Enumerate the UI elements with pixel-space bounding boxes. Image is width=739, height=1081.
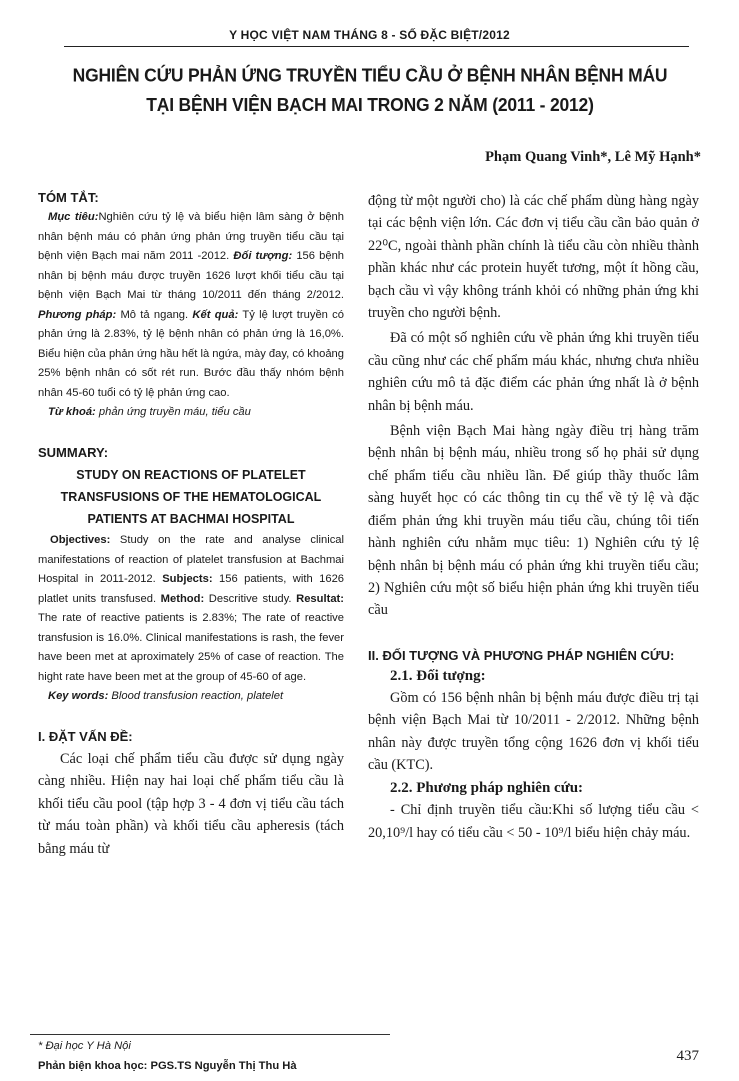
methods-heading: II. ĐỐI TƯỢNG VÀ PHƯƠNG PHÁP NGHIÊN CỨU: (368, 647, 675, 663)
en-title-line-1: STUDY ON REACTIONS OF PLATELET (76, 468, 306, 482)
intro-para-1-left: Các loại chế phẩm tiểu cầu được sử dụng ngày càng nhiều. Hiện nay hai loại chế phẩm tiểu cầu là khối tiểu cầu pool (tập hợp 3 - 4 đơn vị tiểu cầu tách từ máu toàn phần) và khối tiểu cầu apheresis (tách bằng máu từ (38, 751, 344, 857)
result-en-text: The rate of reactive patients is 2.83%; The rate of reactive transfusion is 16.0%. Clinical manifestations is rash, the fever have been met at aproximately 25% of case of reaction. The hight rate have been met at the group of 45-60 of age. (38, 612, 344, 683)
methods-sub-1: 2.1. Đối tượng: (390, 667, 486, 684)
keywords-vi (38, 403, 344, 421)
method-en-label: Method: (160, 592, 205, 605)
footnote-rule (30, 1034, 390, 1035)
title-line-1: NGHIÊN CỨU PHẢN ỨNG TRUYỀN TIỂU CẦU Ở BỆNH NHÂN BỆNH MÁU (72, 64, 668, 86)
header-rule (64, 46, 689, 47)
intro-heading: I. ĐẶT VẤN ĐỀ: (38, 729, 133, 744)
en-title-line-3: PATIENTS AT BACHMAI HOSPITAL (87, 512, 295, 526)
footnote-affiliation: * Đại học Y Hà Nội (38, 1040, 131, 1052)
objective-text: Nghiên cứu tỷ lệ và biểu hiện lâm sàng ở bệnh nhân bệnh máu có phản ứng phản ứng truyền tiểu cầu tại bệnh viện Bạch mai năm 2011 -2012. (38, 211, 344, 262)
methods-sub-2-text: - Chỉ định truyền tiểu cầu:Khi số lượng tiểu cầu < 20,10⁹/l hay có tiểu cầu < 50 - 10⁹/l biểu hiện chảy máu. (368, 802, 699, 841)
keywords-vi-text: phản ứng truyền máu, tiểu cầu (98, 406, 251, 418)
footnote-reviewer: Phản biện khoa học: PGS.TS Nguyễn Thị Thu Hà (38, 1060, 297, 1072)
result-label: Kết quả: (192, 308, 239, 321)
abstract-en-heading: SUMMARY: (38, 445, 109, 460)
subjects-en-text: 156 patients, with 1626 platlet units transfused. (38, 573, 345, 605)
subjects-text: 156 bệnh nhân bị bệnh máu được truyền 1626 lượt khối tiểu cầu tại bệnh viện Bạch Mai từ tháng 10/2011 đến tháng 2/2012. (38, 250, 345, 301)
keywords-en-label: Key words: (48, 690, 109, 702)
intro-para-3: Bệnh viện Bạch Mai hàng ngày điều trị hàng trăm bệnh nhân bị bệnh máu, nhiều trong số họ phải sử dụng chế phẩm tiểu cầu nhiều lần. Để giúp thầy thuốc lâm sàng huyết học có các thông tin cụ thể về tỷ lệ và đặc điểm phản ứng khi truyền máu tiểu cầu, chúng tôi tiến hành nghiên cứu nhằm mục tiêu: 1) Nghiên cứu tỷ lệ bệnh nhân bị bệnh máu có phản ứng khi truyền tiểu cầu; 2) Nghiên cứu một số biểu hiện phản ứng khi truyền tiểu cầu (368, 423, 699, 619)
abstract-vi-body (38, 208, 344, 403)
intro-para-2: Đã có một số nghiên cứu về phản ứng khi truyền tiểu cầu cũng như các chế phẩm máu khác, nhưng chưa nhiều nghiên cứu mô tả đặc điểm các phản ứng nhất là ở bệnh nhân bị bệnh máu. (368, 330, 699, 414)
subjects-label: Đối tượng: (233, 250, 293, 262)
methods-sub-2: 2.2. Phương pháp nghiên cứu: (390, 780, 584, 797)
journal-header: Y HỌC VIỆT NAM THÁNG 8 - SỐ ĐẶC BIỆT/2012 (229, 28, 510, 42)
keywords-en-text: Blood transfusion reaction, platelet (111, 690, 284, 702)
method-text: Mô tả ngang. (120, 308, 189, 321)
intro-para-1-right: động từ một người cho) là các chế phẩm dùng hàng ngày tại các bệnh viện lớn. Các đơn vị tiểu cầu cần bảo quản ở 22⁰C, ngoài thành phần chính là tiểu cầu còn nhiều thành phần khác như các protein huyết tương, một ít hồng cầu, bạch cầu vì vậy không tránh khỏi có những phản ứng khi truyền cho người bệnh. (368, 193, 699, 322)
method-label: Phương pháp: (38, 308, 117, 321)
right-column (368, 190, 699, 844)
footnotes (38, 1036, 297, 1076)
abstract-en-title (38, 464, 344, 530)
page-number: 437 (676, 1048, 699, 1064)
method-en-text: Descritive study. (208, 592, 292, 605)
methods-sub-1-text: Gồm có 156 bệnh nhân bị bệnh máu được điều trị tại bệnh viện Bạch Mai từ 10/2011 - 2/2012. Những bệnh nhân này được truyền tổng cộng 1626 đơn vị khối tiểu cầu (KTC). (368, 689, 699, 773)
keywords-en (38, 687, 344, 705)
result-en-label: Resultat: (296, 592, 344, 605)
objective-label: Mục tiêu: (48, 211, 99, 223)
abstract-en-body (38, 531, 344, 687)
article-title (40, 61, 700, 120)
subjects-en-label: Subjects: (162, 573, 213, 585)
objectives-en-label: Objectives: (50, 534, 111, 546)
title-line-2: TẠI BỆNH VIỆN BẠCH MAI TRONG 2 NĂM (2011 - 2012) (146, 94, 594, 116)
keywords-vi-label: Từ khoá: (48, 406, 96, 418)
result-text: Tỷ lệ lượt truyền có phản ứng là 2.83%, tỷ lệ bệnh nhân có phản ứng là 16,0%. Biểu hiện của phản ứng hầu hết là ngứa, mày đay, có khoảng 25% bệnh nhân có sốt rét run. Bước đầu thấy nhóm bệnh nhân 45-60 tuổi có tỷ lệ phản ứng cao. (38, 308, 345, 399)
authors: Phạm Quang Vinh*, Lê Mỹ Hạnh* (485, 149, 701, 165)
objectives-en-text: Study on the rate and analyse clinical manifestations of reaction of platelet transfusion at Bachmai Hospital in 2011-2012. (38, 534, 344, 585)
en-title-line-2: TRANSFUSIONS OF THE HEMATOLOGICAL (60, 490, 322, 504)
left-column (38, 190, 344, 860)
abstract-vi-heading: TÓM TẮT: (38, 190, 99, 205)
